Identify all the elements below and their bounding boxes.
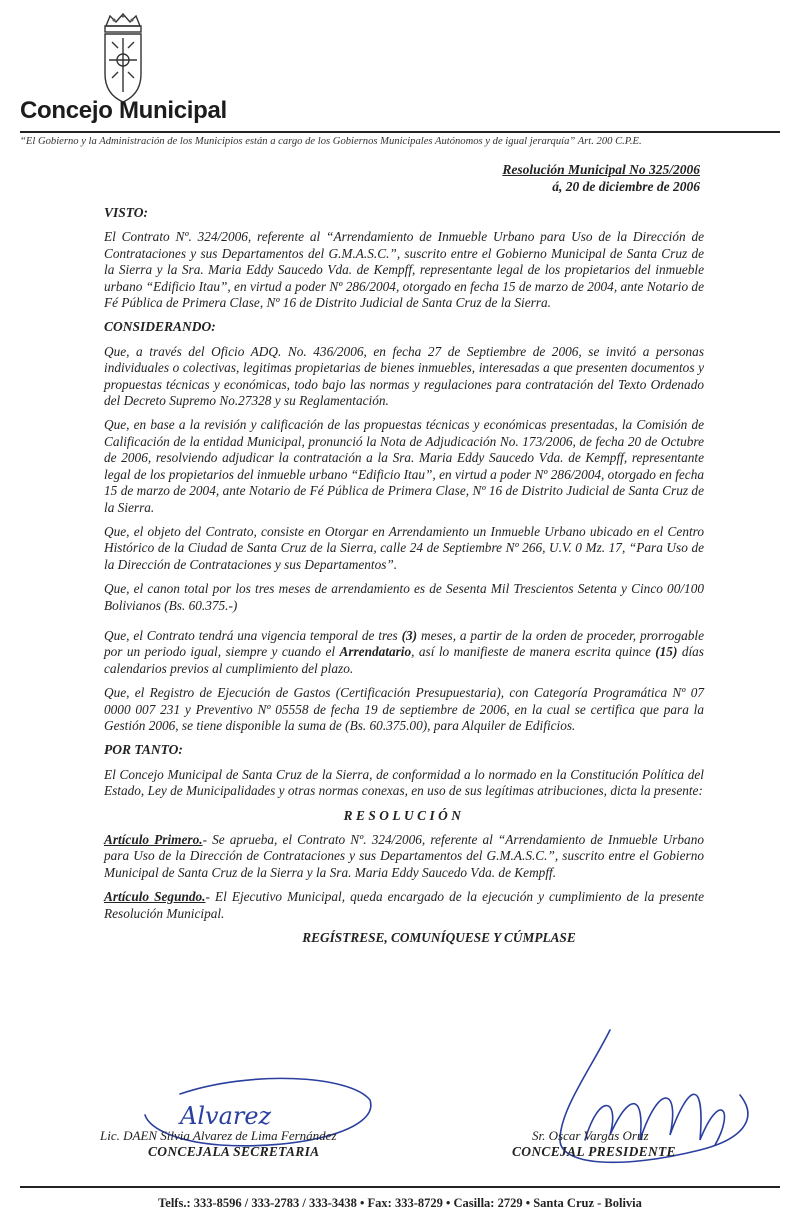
closing-statement: REGÍSTRESE, COMUNÍQUESE Y CÚMPLASE [302,930,576,946]
considerando-paragraph: Que, el objeto del Contrato, consiste en Otorgar en Arrendamiento un Inmueble Urbano ubicado en el Centro Histórico de la Ciudad de Santa Cruz de la Sierra, calle 24 de Septiembre Nº 266, U.V. 0 Mz. 17, “Para Uso de la Dirección de Contrataciones y sus Departamentos”. [104,523,704,572]
left-signatory-role: CONCEJALA SECRETARIA [148,1144,320,1159]
coat-of-arms-icon [98,12,148,104]
considerando-paragraph: Que, en base a la revisión y calificación de las propuestas técnicas y económicas presentadas, la Comisión de Calificación de la entidad Municipal, pronunció la Nota de Adjudicación No. 173/2006, de fecha 20 de Octubre de 2006, resolviendo adjudicar la contratación a la Sra. Maria Eddy Saucedo Vda. de Kempff, representante legal de los propietarios del inmueble urbano “Edificio Itau”, en virtud a poder Nº 286/2004, otorgado en fecha 15 de marzo de 2004, ante Notario de Fé Pública de Primera Clase, Nº 16 de Distrito Judicial de Santa Cruz de la Sierra. [104,417,704,515]
right-signatory [512,1128,740,1160]
organization-name: Concejo Municipal [20,97,227,124]
left-signature-scrawl: Alvarez [180,1102,272,1130]
document-body [104,205,704,946]
footer-contact: Telfs.: 333-8596 / 333-2783 / 333-3438 • Fax: 333-8729 • Casilla: 2729 • Santa Cruz - Bolivia [158,1196,642,1210]
constitution-quote: “El Gobierno y la Administración de los Municipios están a cargo de los Gobiernos Municipales Autónomos y de igual jerarquía” Art. 200 C.P.E. [20,136,642,147]
considerando-paragraph: Que, el Registro de Ejecución de Gastos (Certificación Presupuestaria), con Categoría Programática Nº 07 0000 007 231 y Preventivo Nº 05558 de fecha 19 de septiembre de 2006, en la cual se certifica que para la Gestión 2006, se tiene disponible la suma de (Bs. 60.375.00), para Alquiler de Edificios. [104,685,704,733]
left-signatory [100,1128,430,1160]
right-signatory-name: Sr. Oscar Vargas Oruz [532,1128,649,1143]
considerando-heading: CONSIDERANDO: [104,319,216,335]
considerando-paragraph: Que, el canon total por los tres meses de arrendamiento es de Sesenta Mil Trescientos Setenta y Cinco 00/100 Bolivianos (Bs. 60.375.-) [104,581,704,613]
resolution-date: á, 20 de diciembre de 2006 [552,179,700,194]
por-tanto-heading: POR TANTO: [104,742,183,758]
header-divider [20,131,780,133]
considerando-paragraph: Que, a través del Oficio ADQ. No. 436/2006, en fecha 27 de Septiembre de 2006, se invitó a personas individuales o colectivas, legitimas propietarias de bienes inmuebles, interesadas a que presenten documentos y propuestas técnicas y económicas, todo bajo las normas y regulaciones para contratación del Texto Ordenado del Decreto Supremo No.27328 y su Reglamentación. [104,343,704,409]
por-tanto-text: El Concejo Municipal de Santa Cruz de la Sierra, de conformidad a lo normado en la Constitución Política del Estado, Ley de Municipalidades y otras normas conexas, en uso de sus legítimas atribuciones, dicta la presente: [104,766,704,799]
right-signatory-role: CONCEJAL PRESIDENTE [512,1144,676,1159]
visto-text: El Contrato Nº. 324/2006, referente al “Arrendamiento de Inmueble Urbano para Uso de la Dirección de Contrataciones y sus Departamentos del G.M.A.S.C.”, suscrito entre el Gobierno Municipal de Santa Cruz de la Sierra y la Sra. Maria Eddy Saucedo Vda. de Kempff, representante legal de los propietarios del inmueble urbano “Edificio Itau”, en virtud a poder Nº 286/2004, otorgado en fecha 15 de marzo de 2004, ante Notario de Fé Pública de Primera Clase, Nº 16 de Distrito Judicial de Santa Cruz de la Sierra. [104,229,704,311]
visto-heading: VISTO: [104,205,149,220]
resolution-number: Resolución Municipal No 325/2006 [502,162,700,177]
resolution-title: RESOLUCIÓN [343,807,465,823]
article-first: Artículo Primero.- Se aprueba, el Contrato Nº. 324/2006, referente al “Arrendamiento de Inmueble Urbano para Uso de la Dirección de Contrataciones y sus Departamentos del G.M.A.S.C.”, suscrito entre el Gobierno Municipal de Santa Cruz de la Sierra y la Sra. Maria Eddy Saucedo Vda. de Kempff. [104,832,704,880]
article-second: Artículo Segundo.- El Ejecutivo Municipal, queda encargado de la ejecución y cumplimiento de la presente Resolución Municipal. [104,889,704,921]
left-signatory-name: Lic. DAEN Silvia Alvarez de Lima Fernández [100,1128,337,1143]
footer-divider [20,1186,780,1188]
considerando-paragraph: Que, el Contrato tendrá una vigencia temporal de tres (3) meses, a partir de la orden de proceder, prorrogable por un periodo igual, siempre y cuando el Arrendatario, así lo manifieste de manera escrita quince (15) días calendarios previos al cumplimiento del plazo. [104,627,704,676]
